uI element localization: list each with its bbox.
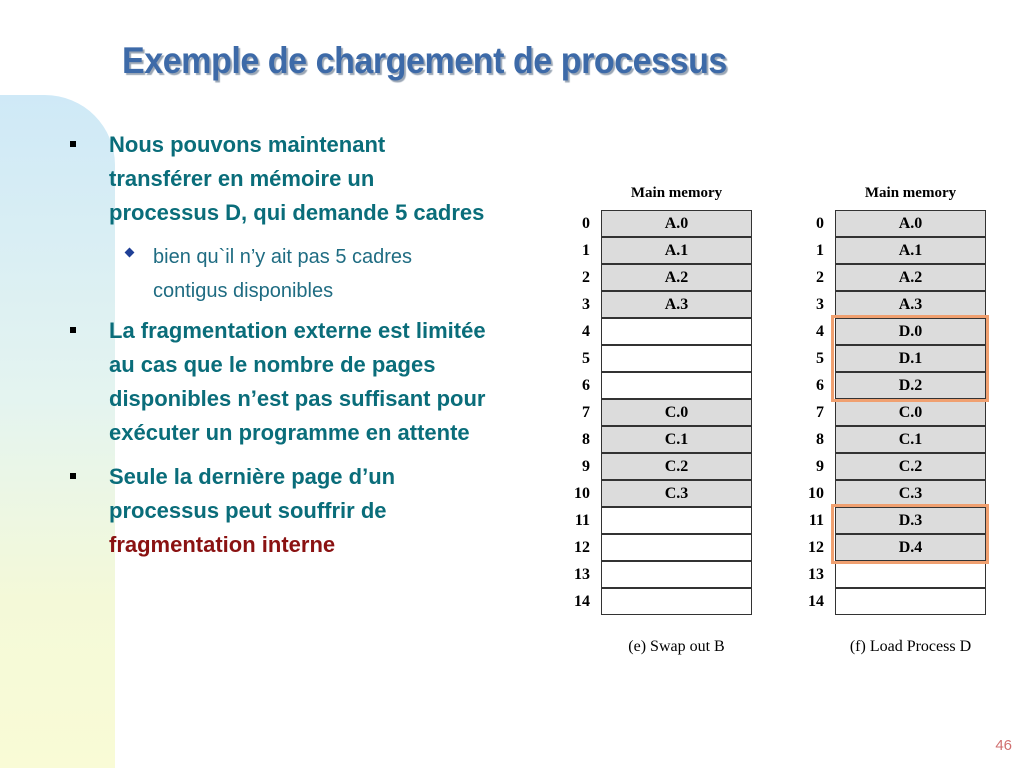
frame-cell: C.0 [601,399,752,426]
slide-title: Exemple de chargement de processus [122,40,727,81]
frame-number: 8 [582,431,590,448]
frame-cell: A.1 [835,237,986,264]
frame-cell [601,588,752,615]
frame-cell [601,561,752,588]
bullet-text [109,460,488,562]
frame-cell [601,318,752,345]
frame-number: 7 [816,404,824,421]
highlight-box [831,504,989,564]
frame-cell: A.2 [601,264,752,291]
frame-number: 2 [582,269,590,286]
frame-number: 6 [816,377,824,394]
square-bullet-icon [70,327,76,333]
frame-number: 9 [816,458,824,475]
frame-cell: D.1 [835,345,986,372]
frame-number: 10 [808,485,824,502]
frame-number: 4 [582,323,590,340]
bullet-item [68,128,488,230]
frame-number: 1 [582,242,590,259]
frame-cell: C.3 [835,480,986,507]
square-bullet-icon [70,473,76,479]
highlighted-term: fragmentation interne [109,532,336,557]
frame-number: 11 [574,512,590,529]
panel-heading: Main memory [630,185,723,201]
frame-cell [601,372,752,399]
frame-number: 10 [574,485,590,502]
frame-number: 13 [808,566,824,583]
frame-number: 2 [816,269,824,286]
frame-number: 1 [816,242,824,259]
frame-number: 6 [582,377,590,394]
frame-cell: D.2 [835,372,986,399]
frame-number: 0 [582,215,590,232]
frame-cell [601,345,752,372]
frame-number: 4 [816,323,824,340]
frame-number: 8 [816,431,824,448]
bullet-text: La fragmentation externe est limitée au cas que le nombre de pages disponibles n’est pas suffisant pour exécuter un programme en attente [109,318,486,445]
frame-cell: C.1 [601,426,752,453]
frame-number: 9 [582,458,590,475]
diamond-bullet-icon [125,248,135,258]
frame-number: 7 [582,404,590,421]
sub-bullet-item [68,240,488,308]
frame-cell: A.2 [835,264,986,291]
frame-number: 13 [574,566,590,583]
frame-number: 5 [816,350,824,367]
frame-cell: C.0 [835,399,986,426]
frame-cell: A.0 [601,210,752,237]
frame-cell: D.3 [835,507,986,534]
frame-cell: A.0 [835,210,986,237]
frame-number: 14 [574,593,590,610]
frame-number: 3 [816,296,824,313]
frame-number: 14 [808,593,824,610]
panel-caption: (f) Load Process D [849,638,972,655]
bullet-item [68,314,488,450]
frame-number: 12 [808,539,824,556]
bullet-list [68,128,488,572]
frame-number: 0 [816,215,824,232]
panel-heading: Main memory [864,185,957,201]
frame-cell: A.3 [601,291,752,318]
highlight-box [831,315,989,402]
frame-cell: C.2 [835,453,986,480]
frame-cell: C.2 [601,453,752,480]
frame-cell [601,507,752,534]
frame-cell: D.4 [835,534,986,561]
bullet-text-part: Seule la dernière page d’un processus peut souffrir de [109,464,396,523]
frame-number: 5 [582,350,590,367]
frame-cell: C.3 [601,480,752,507]
frame-cell [835,561,986,588]
frame-cell: D.0 [835,318,986,345]
frame-number: 3 [582,296,590,313]
panel-caption: (e) Swap out B [628,638,725,655]
bullet-item [68,460,488,562]
square-bullet-icon [70,141,76,147]
frame-cell [601,534,752,561]
frame-cell: C.1 [835,426,986,453]
frame-cell: A.1 [601,237,752,264]
page-number: 46 [995,737,1012,754]
sub-bullet-text: bien qu`il n’y ait pas 5 cadres contigus disponibles [153,246,413,302]
bullet-text: Nous pouvons maintenant transférer en mémoire un processus D, qui demande 5 cadres [109,132,485,225]
frame-number: 12 [574,539,590,556]
frame-number: 11 [808,512,824,529]
frame-cell: A.3 [835,291,986,318]
frame-cell [835,588,986,615]
